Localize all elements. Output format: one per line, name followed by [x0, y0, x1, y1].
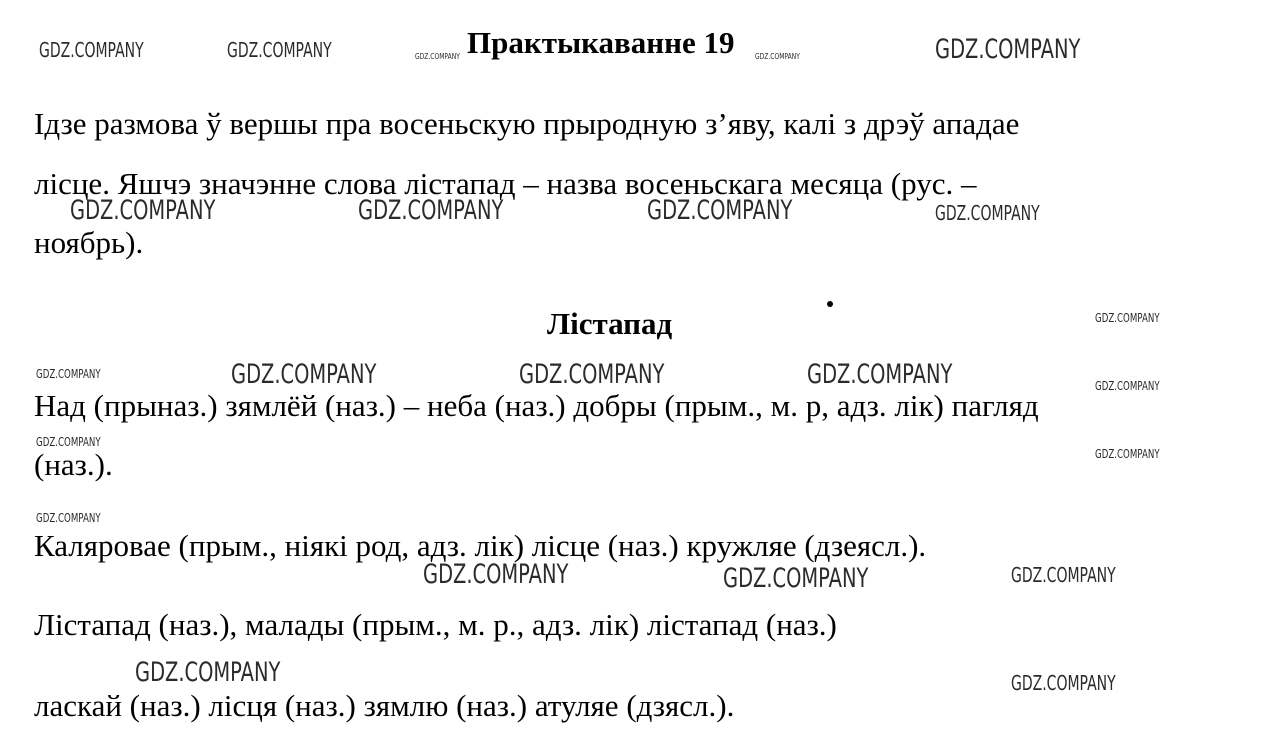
- exercise-title: Практыкаванне 19: [467, 25, 735, 60]
- analysis-line-2: (наз.).: [34, 447, 113, 482]
- watermark: GDZ.COMPANY: [135, 657, 281, 688]
- watermark: GDZ.COMPANY: [36, 367, 101, 381]
- watermark: GDZ.COMPANY: [1095, 311, 1160, 325]
- watermark: GDZ.COMPANY: [647, 195, 793, 226]
- intro-line-1: Ідзе размова ў вершы пра восеньскую прыродную з’яву, калі з дрэў ападае: [34, 106, 1020, 141]
- watermark: GDZ.COMPANY: [1095, 379, 1160, 393]
- watermark: GDZ.COMPANY: [1011, 563, 1116, 587]
- intro-line-3: ноябрь).: [34, 225, 144, 260]
- watermark: GDZ.COMPANY: [36, 435, 101, 449]
- watermark: GDZ.COMPANY: [935, 201, 1040, 225]
- watermark: GDZ.COMPANY: [519, 359, 665, 390]
- analysis-line-4: Лістапад (наз.), малады (прым., м. р., адз. лік) лістапад (наз.): [34, 607, 837, 642]
- analysis-line-5: ласкай (наз.) лісця (наз.) зямлю (наз.) атуляе (дзясл.).: [34, 688, 735, 723]
- watermark: GDZ.COMPANY: [1095, 447, 1160, 461]
- watermark: GDZ.COMPANY: [423, 559, 569, 590]
- watermark: GDZ.COMPANY: [70, 195, 216, 226]
- watermark: GDZ.COMPANY: [36, 511, 101, 525]
- intro-line-2: лісце. Яшчэ значэнне слова лістапад – назва восеньскага месяца (рус. –: [34, 166, 977, 201]
- watermark: GDZ.COMPANY: [1011, 671, 1116, 695]
- analysis-line-1: Над (прыназ.) зямлёй (наз.) – неба (наз.) добры (прым., м. р, адз. лік) пагляд: [34, 388, 1039, 423]
- watermark: GDZ.COMPANY: [723, 563, 869, 594]
- watermark: GDZ.COMPANY: [39, 38, 144, 62]
- watermark: GDZ.COMPANY: [227, 38, 332, 62]
- watermark: GDZ.COMPANY: [231, 359, 377, 390]
- poem-title: Лістапад: [547, 306, 673, 341]
- ink-dot: [827, 301, 833, 307]
- watermark: GDZ.COMPANY: [415, 52, 460, 61]
- watermark: GDZ.COMPANY: [358, 195, 504, 226]
- watermark: GDZ.COMPANY: [935, 34, 1081, 65]
- watermark: GDZ.COMPANY: [807, 359, 953, 390]
- watermark: GDZ.COMPANY: [755, 52, 800, 61]
- analysis-line-3: Каляровае (прым., ніякі род, адз. лік) лісце (наз.) кружляе (дзеясл.).: [34, 528, 927, 563]
